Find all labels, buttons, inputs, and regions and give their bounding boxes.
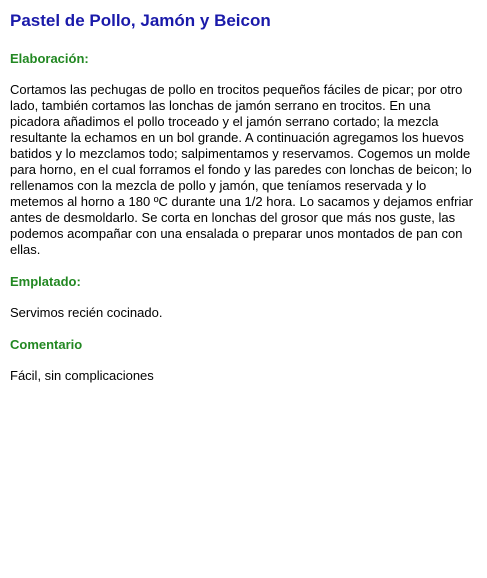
- section-text-emplatado: Servimos recién cocinado.: [10, 305, 163, 320]
- section-heading-emplatado: Emplatado:: [10, 274, 81, 289]
- recipe-title: Pastel de Pollo, Jamón y Beicon: [10, 11, 271, 30]
- section-text-elaboracion: Cortamos las pechugas de pollo en trocitos pequeños fáciles de picar; por otro lado, también cortamos las lonchas de jamón serrano en trocitos. En una picadora añadimos el pollo troceado y el jamón serrano cortado; la mezcla resultante la echamos en un bol grande. A continuación agregamos los huevos batidos y lo mezclamos todo; salpimentamos y reservamos. Cogemos un molde para horno, en el cual forramos el fondo y las paredes con lonchas de beicon; lo rellenamos con la mezcla de pollo y jamón, que teníamos reservada y lo metemos al horno a 180 ºC durante una 1/2 hora. Lo sacamos y dejamos enfriar antes de desmoldarlo. Se corta en lonchas del grosor que más nos guste, las podemos acompañar con una ensalada o preparar unos montados de pan con ellas.: [10, 82, 473, 257]
- section-heading-elaboracion: Elaboración:: [10, 51, 89, 66]
- section-heading-comentario: Comentario: [10, 337, 83, 352]
- section-text-comentario: Fácil, sin complicaciones: [10, 368, 154, 383]
